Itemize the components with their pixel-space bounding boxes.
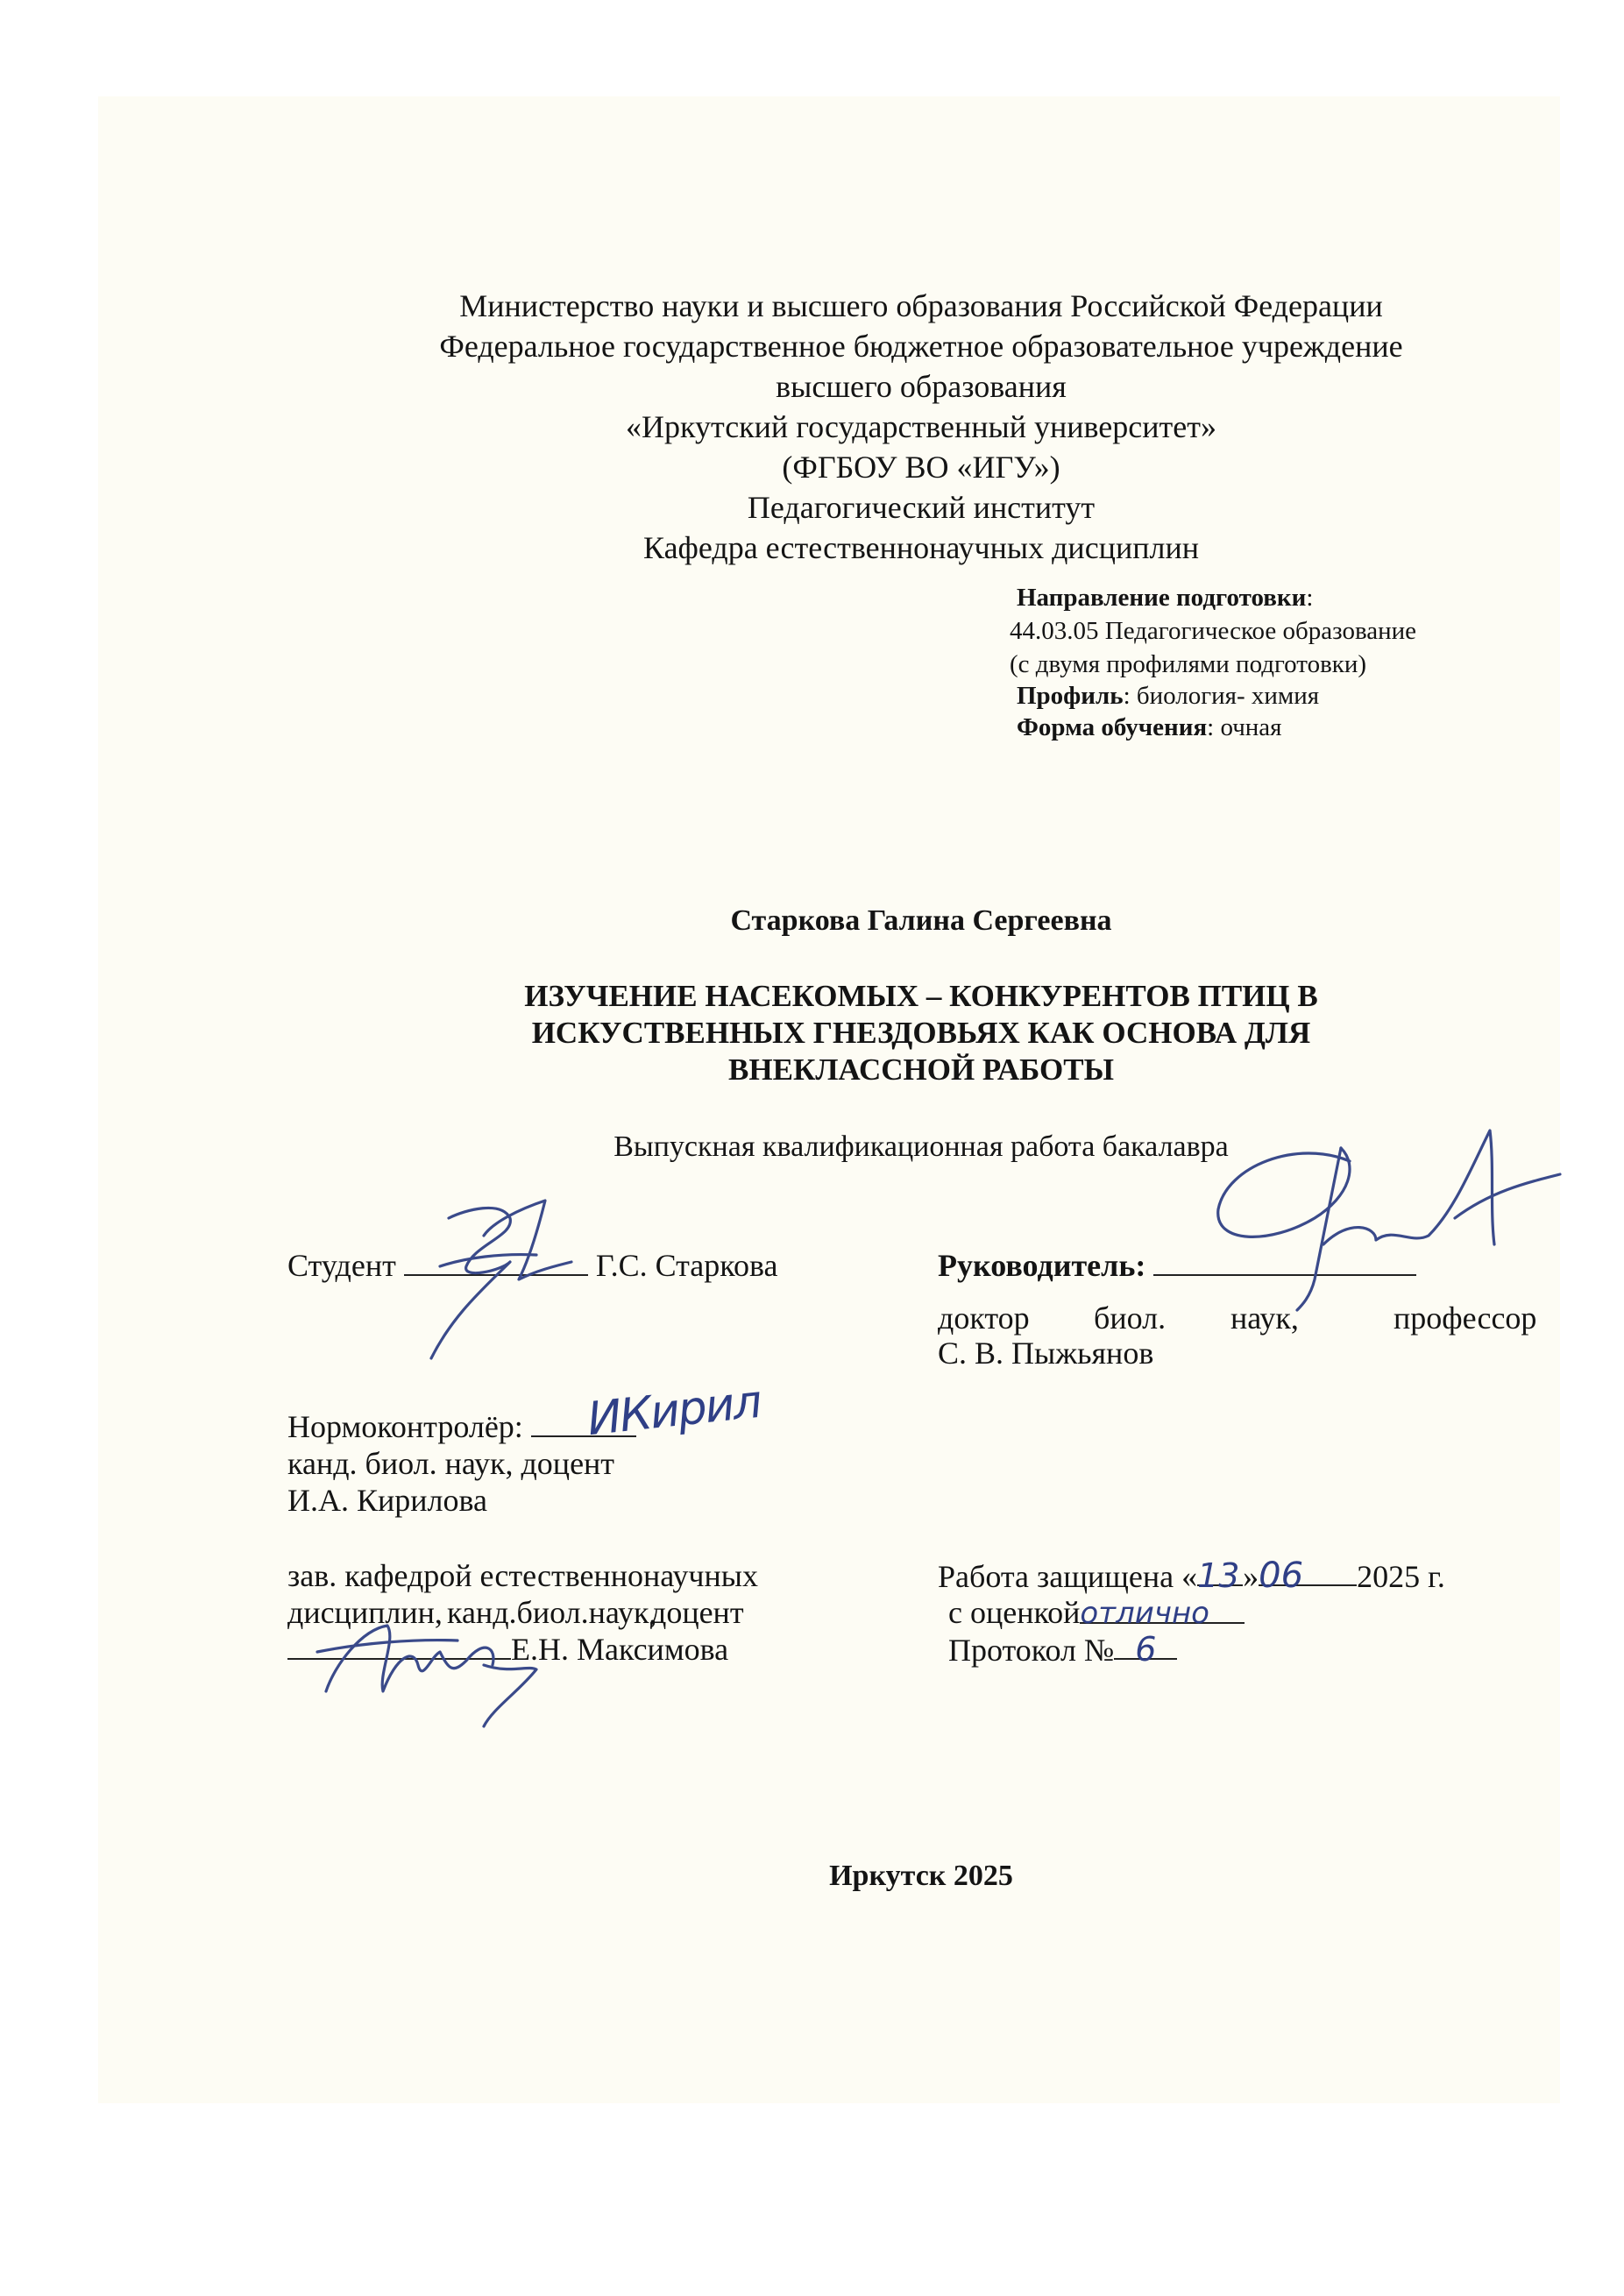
protocol-label: Протокол № xyxy=(948,1633,1115,1668)
education-level-line: высшего образования xyxy=(776,369,1067,404)
supervisor-degree-word-2: биол. xyxy=(1094,1300,1167,1336)
university-name-line: «Иркутский государственный университет» xyxy=(626,409,1216,444)
supervisor-label: Руководитель: xyxy=(938,1248,1146,1283)
head-dept-word-2: канд.биол.наук, xyxy=(447,1595,657,1630)
profile-label: Профиль xyxy=(1017,682,1124,710)
defense-quote: » xyxy=(1243,1559,1259,1594)
normocontrol-signature: ИКирил xyxy=(585,1375,763,1447)
supervisor-degree-word-4: профессор xyxy=(1394,1300,1537,1336)
form-line xyxy=(1017,710,1282,745)
page-sheet xyxy=(98,96,1560,2103)
defense-line xyxy=(938,1556,1445,1596)
profile-line xyxy=(1017,678,1319,713)
supervisor-name: С. В. Пыжьянов xyxy=(938,1336,1154,1371)
grade-value: отлично xyxy=(1080,1594,1245,1624)
head-dept-word-3: доцент xyxy=(650,1595,744,1630)
university-abbr-line: (ФГБОУ ВО «ИГУ») xyxy=(782,450,1060,485)
institute-line: Педагогический институт xyxy=(747,490,1096,525)
student-label: Студент xyxy=(287,1248,396,1283)
form-label: Форма обучения xyxy=(1017,713,1208,741)
author-name: Старкова Галина Сергеевна xyxy=(730,904,1112,937)
title-line-3: ВНЕКЛАССНОЙ РАБОТЫ xyxy=(728,1052,1114,1087)
head-name: Е.Н. Максимова xyxy=(511,1632,729,1667)
title-line-1: ИЗУЧЕНИЕ НАСЕКОМЫХ – КОНКУРЕНТОВ ПТИЦ В xyxy=(524,979,1318,1013)
normocontrol-line xyxy=(287,1407,636,1446)
title-line-2: ИСКУСТВЕННЫХ ГНЕЗДОВЬЯХ КАК ОСНОВА ДЛЯ xyxy=(531,1016,1311,1050)
institution-type-line: Федеральное государственное бюджетное образовательное учреждение xyxy=(439,329,1403,364)
direction-label: Направление подготовки xyxy=(1017,584,1307,612)
ministry-line: Министерство науки и высшего образования Российской Федерации xyxy=(459,288,1383,323)
head-position-line: зав. кафедрой естественнонаучных xyxy=(287,1558,758,1593)
supervisor-degree-word-3: наук, xyxy=(1230,1300,1299,1336)
normocontrol-label: Нормоконтролёр: xyxy=(287,1409,523,1444)
defense-year: 2025 г. xyxy=(1357,1559,1445,1594)
work-type: Выпускная квалификационная работа бакалавра xyxy=(613,1130,1229,1163)
direction-heading xyxy=(1017,580,1313,615)
head-signature xyxy=(308,1586,571,1726)
defense-day: 13 xyxy=(1197,1556,1243,1586)
profile-value: : биология- химия xyxy=(1123,682,1320,710)
head-dept-word-1: дисциплин, xyxy=(287,1595,443,1630)
student-name: Г.С. Старкова xyxy=(595,1248,778,1283)
supervisor-signature xyxy=(1192,1113,1569,1315)
form-value: : очная xyxy=(1207,713,1282,741)
defense-prefix: Работа защищена « xyxy=(938,1559,1198,1594)
normocontrol-degree: канд. биол. наук, доцент xyxy=(287,1446,615,1481)
department-line: Кафедра естественнонаучных дисциплин xyxy=(643,530,1199,565)
direction-colon: : xyxy=(1306,584,1314,612)
defense-month: 06 xyxy=(1259,1556,1357,1586)
protocol-number: 6 xyxy=(1114,1630,1177,1660)
direction-profiles: (с двумя профилями подготовки) xyxy=(1010,650,1367,678)
city-year: Иркутск 2025 xyxy=(829,1860,1013,1892)
supervisor-degree-word-1: доктор xyxy=(938,1300,1030,1336)
normocontrol-name: И.А. Кирилова xyxy=(287,1483,488,1518)
protocol-line xyxy=(948,1630,1177,1669)
grade-line xyxy=(948,1593,1245,1632)
grade-label: с оценкой xyxy=(948,1595,1081,1630)
student-signature xyxy=(405,1183,580,1367)
direction-code: 44.03.05 Педагогическое образование xyxy=(1010,617,1417,645)
